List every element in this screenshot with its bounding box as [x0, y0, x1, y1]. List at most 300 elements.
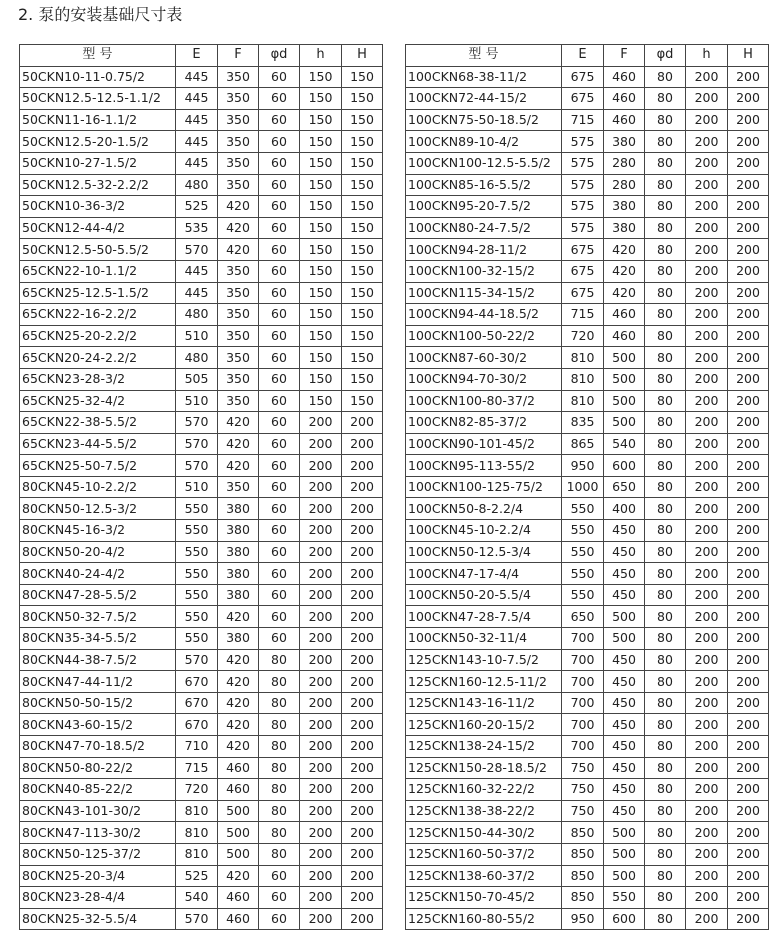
table-row [406, 692, 769, 714]
e-cell: 700 [562, 736, 604, 758]
e-cell: 865 [562, 433, 604, 455]
f-cell: 500 [604, 368, 645, 390]
h-small-cell: 150 [300, 260, 342, 282]
e-cell: 550 [176, 541, 218, 563]
f-cell: 420 [218, 671, 259, 693]
diameter-cell: 80 [645, 714, 686, 736]
f-cell: 350 [218, 390, 259, 412]
h-small-cell: 200 [686, 325, 728, 347]
e-cell: 445 [176, 131, 218, 153]
f-cell: 450 [604, 649, 645, 671]
model-cell: 100CKN50-8-2.2/4 [406, 498, 562, 520]
model-cell: 80CKN40-85-22/2 [20, 779, 176, 801]
f-cell: 460 [604, 88, 645, 110]
f-cell: 460 [218, 908, 259, 930]
h-small-cell: 200 [686, 152, 728, 174]
table-row [406, 779, 769, 801]
e-cell: 550 [562, 584, 604, 606]
h-small-cell: 150 [300, 347, 342, 369]
header-e: E [562, 45, 604, 67]
h-small-cell: 150 [300, 239, 342, 261]
table-row [20, 779, 383, 801]
e-cell: 510 [176, 390, 218, 412]
dimension-table-left [19, 44, 383, 930]
f-cell: 600 [604, 908, 645, 930]
h-small-cell: 200 [300, 865, 342, 887]
h-small-cell: 200 [686, 174, 728, 196]
h-large-cell: 200 [342, 541, 383, 563]
model-cell: 80CKN50-20-4/2 [20, 541, 176, 563]
h-large-cell: 200 [728, 584, 769, 606]
f-cell: 420 [604, 282, 645, 304]
diameter-cell: 60 [259, 606, 300, 628]
table-row [20, 541, 383, 563]
model-cell: 100CKN75-50-18.5/2 [406, 109, 562, 131]
diameter-cell: 60 [259, 628, 300, 650]
table-row [406, 498, 769, 520]
h-large-cell: 200 [728, 887, 769, 909]
e-cell: 550 [562, 520, 604, 542]
model-cell: 80CKN50-125-37/2 [20, 843, 176, 865]
f-cell: 350 [218, 476, 259, 498]
diameter-cell: 80 [645, 412, 686, 434]
diameter-cell: 80 [259, 843, 300, 865]
e-cell: 550 [176, 563, 218, 585]
h-small-cell: 200 [686, 606, 728, 628]
f-cell: 350 [218, 66, 259, 88]
h-small-cell: 200 [686, 649, 728, 671]
table-body-left [20, 66, 383, 930]
model-cell: 80CKN50-80-22/2 [20, 757, 176, 779]
header-model: 型 号 [20, 45, 176, 67]
diameter-cell: 80 [259, 779, 300, 801]
h-large-cell: 200 [342, 865, 383, 887]
h-large-cell: 150 [342, 174, 383, 196]
h-large-cell: 200 [728, 433, 769, 455]
diameter-cell: 80 [645, 541, 686, 563]
h-small-cell: 200 [300, 736, 342, 758]
h-small-cell: 200 [686, 908, 728, 930]
table-row [20, 476, 383, 498]
diameter-cell: 60 [259, 908, 300, 930]
f-cell: 350 [218, 325, 259, 347]
h-small-cell: 200 [686, 800, 728, 822]
f-cell: 420 [218, 865, 259, 887]
diameter-cell: 60 [259, 131, 300, 153]
h-large-cell: 200 [342, 455, 383, 477]
diameter-cell: 80 [645, 347, 686, 369]
diameter-cell: 60 [259, 174, 300, 196]
e-cell: 700 [562, 649, 604, 671]
h-small-cell: 200 [300, 498, 342, 520]
h-large-cell: 200 [342, 757, 383, 779]
f-cell: 380 [604, 217, 645, 239]
model-cell: 100CKN100-12.5-5.5/2 [406, 152, 562, 174]
e-cell: 480 [176, 304, 218, 326]
h-small-cell: 200 [686, 239, 728, 261]
h-large-cell: 200 [342, 779, 383, 801]
h-large-cell: 200 [728, 822, 769, 844]
table-row [20, 865, 383, 887]
model-cell: 80CKN50-50-15/2 [20, 692, 176, 714]
model-cell: 100CKN50-12.5-3/4 [406, 541, 562, 563]
h-large-cell: 150 [342, 196, 383, 218]
h-small-cell: 200 [300, 908, 342, 930]
e-cell: 480 [176, 174, 218, 196]
h-small-cell: 200 [686, 304, 728, 326]
diameter-cell: 80 [645, 455, 686, 477]
table-row [406, 757, 769, 779]
e-cell: 570 [176, 649, 218, 671]
diameter-cell: 60 [259, 325, 300, 347]
e-cell: 715 [562, 304, 604, 326]
model-cell: 80CKN50-32-7.5/2 [20, 606, 176, 628]
h-small-cell: 200 [686, 412, 728, 434]
model-cell: 80CKN44-38-7.5/2 [20, 649, 176, 671]
h-small-cell: 200 [686, 476, 728, 498]
e-cell: 720 [562, 325, 604, 347]
table-row [406, 843, 769, 865]
h-small-cell: 150 [300, 174, 342, 196]
model-cell: 100CKN82-85-37/2 [406, 412, 562, 434]
h-small-cell: 200 [686, 66, 728, 88]
h-large-cell: 200 [342, 736, 383, 758]
table-row [20, 109, 383, 131]
f-cell: 420 [218, 239, 259, 261]
h-small-cell: 200 [686, 455, 728, 477]
f-cell: 380 [218, 628, 259, 650]
e-cell: 570 [176, 239, 218, 261]
diameter-cell: 80 [645, 109, 686, 131]
h-small-cell: 200 [686, 584, 728, 606]
h-large-cell: 200 [342, 628, 383, 650]
table-row [406, 455, 769, 477]
f-cell: 500 [218, 822, 259, 844]
e-cell: 810 [176, 800, 218, 822]
table-row [406, 390, 769, 412]
model-cell: 125CKN160-12.5-11/2 [406, 671, 562, 693]
h-small-cell: 200 [300, 649, 342, 671]
e-cell: 810 [176, 822, 218, 844]
e-cell: 670 [176, 671, 218, 693]
f-cell: 350 [218, 109, 259, 131]
table-row [20, 66, 383, 88]
f-cell: 420 [218, 196, 259, 218]
e-cell: 510 [176, 476, 218, 498]
f-cell: 500 [604, 822, 645, 844]
table-row [406, 714, 769, 736]
f-cell: 380 [604, 196, 645, 218]
e-cell: 575 [562, 174, 604, 196]
diameter-cell: 60 [259, 368, 300, 390]
f-cell: 420 [218, 692, 259, 714]
h-large-cell: 200 [342, 692, 383, 714]
table-row [20, 174, 383, 196]
f-cell: 450 [604, 800, 645, 822]
h-small-cell: 200 [686, 88, 728, 110]
diameter-cell: 80 [645, 390, 686, 412]
model-cell: 100CKN100-80-37/2 [406, 390, 562, 412]
table-row [20, 757, 383, 779]
table-row [20, 347, 383, 369]
table-row [20, 390, 383, 412]
e-cell: 835 [562, 412, 604, 434]
f-cell: 500 [604, 865, 645, 887]
h-small-cell: 200 [300, 714, 342, 736]
table-row [406, 822, 769, 844]
diameter-cell: 80 [645, 779, 686, 801]
f-cell: 500 [218, 843, 259, 865]
model-cell: 80CKN45-16-3/2 [20, 520, 176, 542]
model-cell: 50CKN10-36-3/2 [20, 196, 176, 218]
e-cell: 850 [562, 822, 604, 844]
h-small-cell: 200 [300, 692, 342, 714]
table-row [20, 260, 383, 282]
h-large-cell: 200 [728, 714, 769, 736]
f-cell: 350 [218, 347, 259, 369]
h-small-cell: 200 [686, 368, 728, 390]
model-cell: 50CKN12.5-12.5-1.1/2 [20, 88, 176, 110]
f-cell: 420 [218, 714, 259, 736]
h-small-cell: 200 [300, 779, 342, 801]
table-row [406, 325, 769, 347]
h-small-cell: 200 [300, 412, 342, 434]
h-large-cell: 200 [728, 325, 769, 347]
diameter-cell: 80 [645, 800, 686, 822]
h-large-cell: 200 [728, 260, 769, 282]
diameter-cell: 60 [259, 520, 300, 542]
h-large-cell: 150 [342, 347, 383, 369]
diameter-cell: 80 [645, 282, 686, 304]
header-model: 型 号 [406, 45, 562, 67]
model-cell: 100CKN47-28-7.5/4 [406, 606, 562, 628]
e-cell: 550 [176, 584, 218, 606]
header-h-small: h [300, 45, 342, 67]
diameter-cell: 80 [645, 822, 686, 844]
table-row [20, 714, 383, 736]
diameter-cell: 80 [645, 908, 686, 930]
f-cell: 460 [604, 325, 645, 347]
h-large-cell: 200 [728, 779, 769, 801]
h-large-cell: 200 [728, 66, 769, 88]
h-large-cell: 200 [342, 498, 383, 520]
h-small-cell: 200 [686, 196, 728, 218]
f-cell: 350 [218, 304, 259, 326]
table-row [406, 282, 769, 304]
model-cell: 125CKN138-38-22/2 [406, 800, 562, 822]
table-row [406, 628, 769, 650]
f-cell: 500 [604, 412, 645, 434]
e-cell: 570 [176, 433, 218, 455]
model-cell: 80CKN47-70-18.5/2 [20, 736, 176, 758]
table-row [406, 520, 769, 542]
model-cell: 80CKN40-24-4/2 [20, 563, 176, 585]
f-cell: 460 [604, 109, 645, 131]
table-row [20, 412, 383, 434]
e-cell: 675 [562, 88, 604, 110]
f-cell: 650 [604, 476, 645, 498]
table-row [406, 66, 769, 88]
f-cell: 420 [218, 606, 259, 628]
model-cell: 125CKN150-28-18.5/2 [406, 757, 562, 779]
table-row [20, 217, 383, 239]
diameter-cell: 80 [645, 217, 686, 239]
h-large-cell: 200 [728, 368, 769, 390]
e-cell: 445 [176, 109, 218, 131]
f-cell: 400 [604, 498, 645, 520]
table-row [20, 584, 383, 606]
table-body-right [406, 66, 769, 930]
table-row [406, 368, 769, 390]
table-header-row [406, 45, 769, 67]
diameter-cell: 80 [645, 304, 686, 326]
e-cell: 570 [176, 412, 218, 434]
model-cell: 100CKN50-32-11/4 [406, 628, 562, 650]
table-row [406, 196, 769, 218]
e-cell: 850 [562, 887, 604, 909]
model-cell: 65CKN22-16-2.2/2 [20, 304, 176, 326]
model-cell: 100CKN95-113-55/2 [406, 455, 562, 477]
table-row [406, 347, 769, 369]
e-cell: 550 [176, 628, 218, 650]
f-cell: 550 [604, 887, 645, 909]
model-cell: 50CKN12.5-20-1.5/2 [20, 131, 176, 153]
model-cell: 100CKN95-20-7.5/2 [406, 196, 562, 218]
diameter-cell: 80 [645, 66, 686, 88]
table-row [406, 865, 769, 887]
header-h-small: h [686, 45, 728, 67]
f-cell: 450 [604, 671, 645, 693]
model-cell: 80CKN43-101-30/2 [20, 800, 176, 822]
table-row [20, 800, 383, 822]
h-small-cell: 200 [686, 433, 728, 455]
model-cell: 125CKN138-24-15/2 [406, 736, 562, 758]
h-small-cell: 150 [300, 368, 342, 390]
h-large-cell: 200 [728, 196, 769, 218]
h-small-cell: 150 [300, 66, 342, 88]
f-cell: 420 [218, 649, 259, 671]
diameter-cell: 60 [259, 865, 300, 887]
e-cell: 750 [562, 779, 604, 801]
e-cell: 850 [562, 865, 604, 887]
f-cell: 500 [604, 390, 645, 412]
table-row [20, 239, 383, 261]
f-cell: 450 [604, 541, 645, 563]
f-cell: 420 [218, 736, 259, 758]
diameter-cell: 60 [259, 433, 300, 455]
f-cell: 450 [604, 714, 645, 736]
table-row [20, 520, 383, 542]
e-cell: 720 [176, 779, 218, 801]
h-large-cell: 200 [342, 584, 383, 606]
table-row [20, 606, 383, 628]
table-row [20, 498, 383, 520]
h-small-cell: 200 [686, 131, 728, 153]
model-cell: 125CKN143-16-11/2 [406, 692, 562, 714]
f-cell: 460 [218, 757, 259, 779]
f-cell: 420 [218, 412, 259, 434]
h-small-cell: 150 [300, 282, 342, 304]
h-small-cell: 150 [300, 152, 342, 174]
diameter-cell: 60 [259, 584, 300, 606]
table-row [406, 131, 769, 153]
h-small-cell: 150 [300, 390, 342, 412]
table-row [20, 455, 383, 477]
e-cell: 810 [562, 347, 604, 369]
table-row [406, 412, 769, 434]
table-row [406, 476, 769, 498]
e-cell: 550 [562, 541, 604, 563]
h-large-cell: 200 [728, 455, 769, 477]
model-cell: 65CKN25-32-4/2 [20, 390, 176, 412]
h-large-cell: 200 [728, 843, 769, 865]
diameter-cell: 80 [645, 671, 686, 693]
e-cell: 445 [176, 88, 218, 110]
h-small-cell: 150 [300, 196, 342, 218]
h-large-cell: 200 [342, 671, 383, 693]
h-small-cell: 200 [300, 520, 342, 542]
f-cell: 280 [604, 152, 645, 174]
f-cell: 540 [604, 433, 645, 455]
table-row [406, 88, 769, 110]
h-large-cell: 200 [342, 433, 383, 455]
table-row [406, 433, 769, 455]
h-small-cell: 200 [686, 498, 728, 520]
diameter-cell: 60 [259, 196, 300, 218]
h-small-cell: 200 [300, 757, 342, 779]
model-cell: 80CKN50-12.5-3/2 [20, 498, 176, 520]
h-small-cell: 150 [300, 88, 342, 110]
f-cell: 460 [218, 887, 259, 909]
header-h-large: H [342, 45, 383, 67]
table-row [20, 908, 383, 930]
model-cell: 80CKN47-44-11/2 [20, 671, 176, 693]
f-cell: 460 [218, 779, 259, 801]
table-row [20, 649, 383, 671]
diameter-cell: 80 [259, 800, 300, 822]
e-cell: 670 [176, 692, 218, 714]
page-title: 2. 泵的安装基础尺寸表 [18, 5, 183, 24]
h-small-cell: 200 [686, 282, 728, 304]
e-cell: 810 [562, 390, 604, 412]
h-small-cell: 200 [686, 887, 728, 909]
model-cell: 100CKN100-50-22/2 [406, 325, 562, 347]
model-cell: 80CKN25-32-5.5/4 [20, 908, 176, 930]
table-row [20, 152, 383, 174]
h-large-cell: 200 [728, 304, 769, 326]
model-cell: 100CKN89-10-4/2 [406, 131, 562, 153]
model-cell: 80CKN23-28-4/4 [20, 887, 176, 909]
h-small-cell: 150 [300, 325, 342, 347]
h-small-cell: 150 [300, 304, 342, 326]
table-row [20, 628, 383, 650]
table-row [20, 131, 383, 153]
e-cell: 445 [176, 152, 218, 174]
h-small-cell: 200 [686, 109, 728, 131]
f-cell: 450 [604, 520, 645, 542]
h-small-cell: 200 [300, 541, 342, 563]
e-cell: 550 [176, 520, 218, 542]
model-cell: 125CKN143-10-7.5/2 [406, 649, 562, 671]
e-cell: 950 [562, 908, 604, 930]
h-large-cell: 200 [728, 88, 769, 110]
table-row [406, 260, 769, 282]
h-small-cell: 200 [686, 865, 728, 887]
model-cell: 100CKN80-24-7.5/2 [406, 217, 562, 239]
h-small-cell: 200 [300, 822, 342, 844]
header-h-large: H [728, 45, 769, 67]
h-large-cell: 200 [728, 217, 769, 239]
